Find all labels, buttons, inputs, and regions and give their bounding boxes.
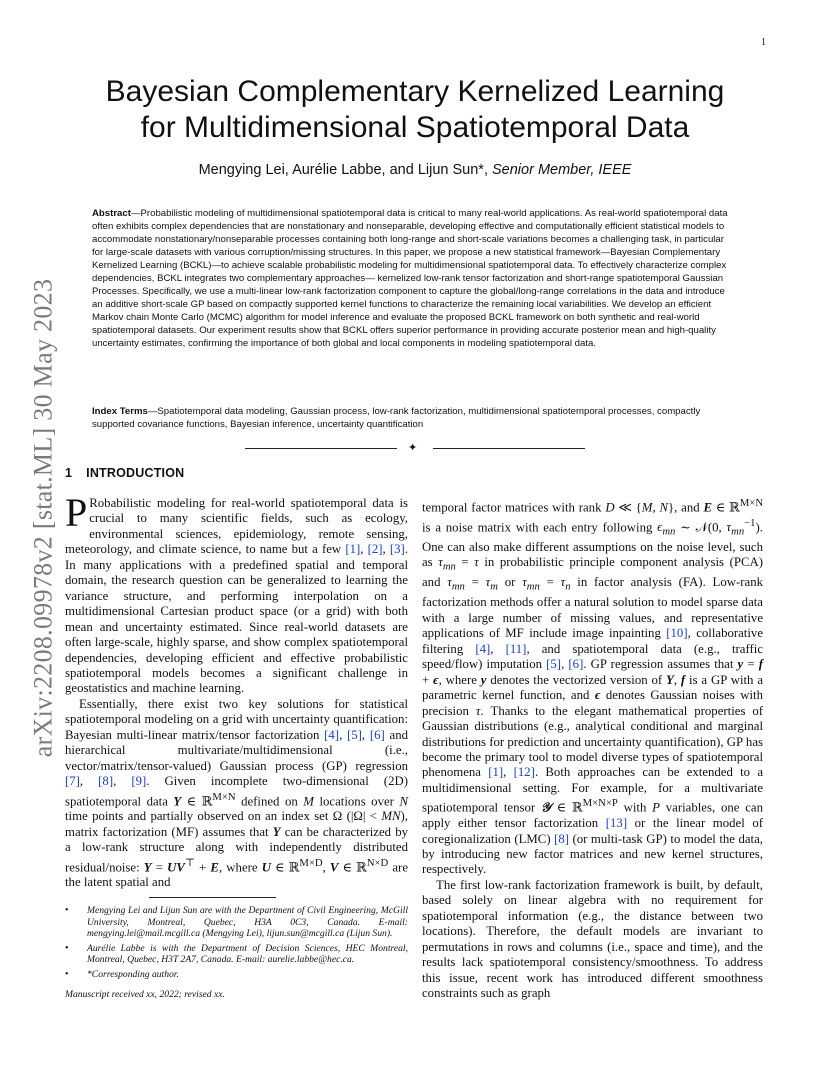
- section-separator: [245, 443, 585, 455]
- footnotes: [65, 905, 408, 1000]
- footnote-rule: [149, 897, 276, 898]
- title-line-2: for Multidimensional Spatiotemporal Data: [140, 111, 690, 144]
- footnote-text: Aurélie Labbe is with the Department of Decision Sciences, HEC Montreal, Montreal, Quebec, H3T 2A7, Canada. E-mail: aurelie.labbe@hec.ca.: [87, 942, 408, 966]
- title-line-1: Bayesian Complementary Kernelized Learning: [105, 75, 725, 108]
- abstract-text: —Probabilistic modeling of multidimensional spatiotemporal data is critical to many real-world applications. As real-world spatiotemporal data often exhibits complex dependencies that are nonstationary and nonseparable, developing effective and computationally efficient statistical models to accommodate nonstationary/nonseparable processes containing both long-range and short-scale variations becomes a challenging task, in particular for large-scale datasets with various corruption/missing structures. In this paper, we propose a new statistical framework—Bayesian Complementary Kernelized Learning (BCKL)—to achieve scalable probabilistic modeling for multidimensional spatiotemporal data. To effectively characterize complex dependencies, BCKL integrates two complementary approaches— kernelized low-rank tensor factorization and short-range spatiotemporal Gaussian Processes. Specifically, we use a multi-linear low-rank factorization component to capture the global/long-range correlations in the data and introduce an additive short-scale GP based on compactly supported kernel functions to characterize the remaining local variabilities. We develop an efficient Markov chain Monte Carlo (MCMC) algorithm for model inference and evaluate the proposed BCKL framework on both synthetic and real-world spatiotemporal datasets. Our experiment results show that BCKL offers superior performance in providing accurate posterior mean and high-quality uncertainty estimates, confirming the importance of both global and local components in modeling spatiotemporal data.: [92, 208, 728, 349]
- section-heading: [65, 466, 184, 480]
- separator-line-right: [433, 448, 585, 449]
- footnote-item: [65, 905, 408, 940]
- page-number: 1: [761, 37, 766, 48]
- footnote-item: [65, 969, 408, 981]
- section-number: 1: [65, 466, 73, 480]
- index-terms-label: Index Terms: [92, 406, 148, 417]
- footnote-text: Mengying Lei and Lijun Sun are with the Department of Civil Engineering, McGill University, Montreal, Quebec, H3A 0C3, Canada. E-mail: mengying.lei@mail.mcgill.ca (Mengying Lei), lijun.sun@mcgill.ca (Lijun Sun).: [87, 905, 408, 940]
- body-column-left: [65, 490, 409, 891]
- author-line: [70, 162, 760, 178]
- paper-title: [70, 74, 760, 146]
- bullet-icon: •: [65, 942, 69, 954]
- body-paragraph: Essentially, there exist two key solutions for statistical spatiotemporal modeling on a grid with uncertainty quantification: Bayesian multi-linear matrix/tensor factorization [4], [5], [6] and hierarchical multivariate/multidimensional (i.e., vector/matrix/tensor-valued) Gaussian process (GP) regression [7], [8], [9]. Given incomplete two-dimensional (2D) spatiotemporal data Y ∈ ℝ$^{M\times N}$ defined on M locations over N time points and partially observed on an index set Ω (|Ω| < MN), matrix factorization (MF) assumes that Y can be characterized by a low-rank structure along with independently distributed residual/noise: Y = UV⊤ + E, where U ∈ ℝ$^{M\times D}$, V ∈ ℝ$^{N\times D}$ are the latent spatial and: [65, 696, 409, 890]
- index-terms-text: —Spatiotemporal data modeling, Gaussian process, low-rank factorization, multidimensional spatiotemporal processes, compactly supported covariance functions, Bayesian inference, uncertainty quantification: [92, 406, 701, 430]
- separator-line-left: [245, 448, 397, 449]
- body-paragraph: The first low-rank factorization framework is built, by default, based solely on linear algebra with no requirement for spatiotemporal information (e.g., the distance between two locations). Therefore, the default models are invariant to permutations in rows and columns (i.e., space and time), and the results lack spatiotemporal consistency/smoothness. To address this issue, recent work has introduced different smoothness constraints such as graph: [422, 877, 763, 1001]
- separator-diamond-icon: ✦: [408, 442, 418, 454]
- footnote-text: *Corresponding author.: [87, 968, 179, 980]
- section-title: INTRODUCTION: [86, 466, 185, 480]
- index-terms: [92, 405, 737, 431]
- body-paragraph: temporal factor matrices with rank D ≪ {M, N}, and E ∈ ℝ$^{M\times N}$ is a noise matrix with each entry following $\epsilon_{mn}$ ∼ 𝒩(0, $\tau_{mn}^{-1}$). One can also make different assumptions on the noise level, such as $\tau_{mn} = \tau$ in probabilistic principle component analysis (PCA) and $\tau_{mn} = \tau_m$ or $\tau_{mn} = \tau_n$ in factor analysis (FA). Low-rank factorization methods offer a natural solution to model sparse data with a large number of missing values, and representative applications of MF include image inpainting [10], collaborative filtering [4], [11], and spatiotemporal data (e.g., traffic speed/flow) imputation [5], [6]. GP regression assumes that y = f + ϵ, where y denotes the vectorized version of Y, f is a GP with a parametric kernel function, and ϵ denotes Gaussian noises with precision τ. Thanks to the elegant mathematical properties of Gaussian distributions (e.g., analytical conditional and marginal distributions for prediction and uncertainty quantification), GP has become the primary tool to model diverse types of spatiotemporal phenomena [1], [12]. Both approaches can be extended to a multidimensional setting. For example, for a multivariate spatiotemporal tensor 𝒴 ∈ ℝ$^{M\times N\times P}$ with P variables, one can apply either tensor factorization [13] or the linear model of coregionalization (LMC) [8] (or multi-task GP) to model the data, by introducing new factor matrices and new kernel structures, respectively.: [422, 498, 764, 877]
- abstract: [92, 207, 737, 350]
- body-column-right: [422, 496, 763, 1001]
- arxiv-stamp-text: arXiv:2208.09978v2 [stat.ML] 30 May 2023: [28, 278, 58, 758]
- footnote-item: [65, 943, 408, 966]
- abstract-label: Abstract: [92, 208, 131, 219]
- author-role: Senior Member, IEEE: [492, 162, 632, 178]
- bullet-icon: •: [65, 968, 69, 980]
- bullet-icon: •: [65, 905, 69, 916]
- author-names: Mengying Lei, Aurélie Labbe, and Lijun Sun*,: [198, 162, 488, 178]
- arxiv-stamp: [28, 268, 58, 768]
- body-paragraph: P Robabilistic modeling for real-world spatiotemporal data is crucial to many scientific fields, such as ecology, environmental sciences, epidemiology, remote sensing, meteorology, and climate science, to name but a few [1], [2], [3]. In many applications with a predefined spatial and temporal domain, the research question can be generalized to learning the variance structure, and performing interpolation on a multidimensional Cartesian product space (or a grid) with both mean and uncertainty estimated. Since real-world datasets are often large-scale, highly sparse, and show complex spatiotemporal dependencies, developing efficient and effective probabilistic spatiotemporal models becomes a significant challenge in geostatistics and machine learning.: [65, 490, 408, 696]
- manuscript-note: Manuscript received xx, 2022; revised xx.: [65, 988, 225, 1000]
